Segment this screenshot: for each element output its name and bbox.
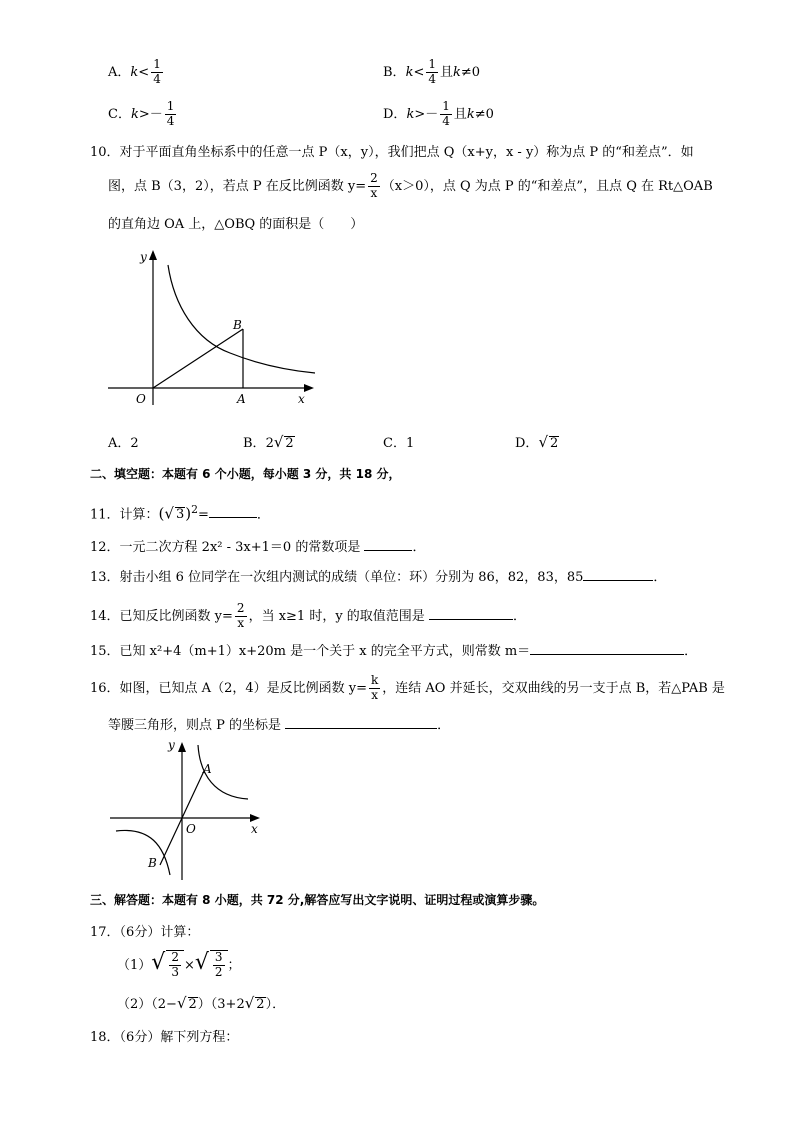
section-2-heading: 二、填空题：本题有 6 个小题，每小题 3 分，共 18 分， (90, 467, 401, 481)
answer-blank[interactable] (364, 549, 412, 551)
answer-blank[interactable] (530, 653, 684, 655)
q10-graph (100, 245, 325, 410)
y-axis (149, 250, 157, 405)
x-axis (110, 814, 260, 822)
label-y: y (140, 250, 147, 264)
hyperbola-branch-lower (116, 830, 170, 875)
label-x: x (251, 822, 258, 836)
fraction: $\frac{1}{4}$ (428, 57, 436, 86)
q16-line-2: 等腰三角形，则点 P 的坐标是 ． (108, 718, 451, 733)
q17-title: 17．（6分）计算： (90, 925, 200, 940)
fraction: $\frac{2}{x}$ (236, 601, 245, 630)
q16-graph (100, 735, 270, 885)
q9-option-d: D．k>－ $\frac{1}{4}$ 且k≠0 (383, 99, 494, 128)
fraction: $\frac{3}{2}$ (214, 950, 223, 979)
fraction: $\frac{1}{4}$ (166, 99, 175, 128)
q13: 13．射击小组 6 位同学在一次组内测试的成绩（单位：环）分别为 86，82，83，85 ． (90, 570, 667, 585)
q10-line-2: 图，点 B（3，2），若点 P 在反比例函数 y= $\frac{2}{x}$ （x＞0），点 Q 为点 P 的“和差点”，且点 Q 在 Rt△OAB (108, 171, 713, 200)
q17-part-2: （2）（2−√ 2）（3+2√ 2）． (117, 994, 286, 1012)
label-o: O (136, 392, 146, 406)
label-o: O (186, 822, 196, 836)
label-y: y (168, 738, 175, 752)
q14: 14．已知反比例函数 y= $\frac{2}{x}$ ，当 x≥1 时，y 的取值范围是 ． (90, 601, 526, 630)
fraction: $\frac{1}{4}$ (153, 57, 161, 86)
segment-ob (153, 329, 243, 388)
label-a: A (237, 392, 246, 406)
q16-line-1: 16．如图，已知点 A（2，4）是反比例函数 y= $\frac{k}{x}$ ，连结 AO 并延长，交双曲线的另一支于点 B，若△PAB 是 (90, 673, 725, 702)
label-b: B (233, 318, 242, 332)
fraction: $\frac{k}{x}$ (370, 673, 379, 702)
q10-option-b: B．2√ 2 (243, 433, 294, 451)
q15: 15．已知 x²+4（m+1）x+20m 是一个关于 x 的完全平方式，则常数 m＝ ． (90, 644, 698, 659)
label-x: x (298, 392, 305, 406)
fraction: $\frac{1}{4}$ (442, 99, 450, 128)
q18-title: 18．（6分）解下列方程： (90, 1030, 239, 1045)
q12: 12．一元二次方程 2x² - 3x+1＝0 的常数项是 ． (90, 540, 426, 555)
answer-blank[interactable] (583, 579, 653, 581)
label-b: B (148, 856, 157, 870)
q9-option-c: C．k>－ $\frac{1}{4}$ (108, 99, 175, 128)
q10-option-d: D．√ 2 (515, 433, 559, 451)
q10-option-c: C．1 (383, 436, 415, 451)
q10-line-1: 10．对于平面直角坐标系中的任意一点 P（x，y），我们把点 Q（x+y，x - y）称为点 P 的“和差点”．如 (90, 145, 694, 160)
q17-part-1: （1）√ $\frac{2}{3}$ ×√ $\frac{3}{2}$ ； (117, 949, 241, 979)
q10-option-a: A．2 (108, 436, 139, 451)
x-axis (108, 384, 314, 392)
section-3-heading: 三、解答题：本题有 8 小题，共 72 分,解答应写出文字说明、证明过程或演算步骤。 (90, 893, 545, 907)
label-a: A (203, 762, 212, 776)
fraction: $\frac{2}{3}$ (171, 950, 179, 979)
fraction: $\frac{2}{x}$ (370, 171, 378, 200)
q9-option-a: A．k< $\frac{1}{4}$ (108, 57, 161, 86)
q9-option-b: B．k< $\frac{1}{4}$ 且k≠0 (383, 57, 481, 86)
answer-blank[interactable] (429, 618, 513, 620)
q11: 11．计算：(√ 3)$^2$= ． (90, 503, 270, 523)
answer-blank[interactable] (285, 727, 437, 729)
answer-blank[interactable] (209, 516, 257, 518)
q10-line-3: 的直角边 OA 上，△OBQ 的面积是（ ） (108, 217, 364, 232)
